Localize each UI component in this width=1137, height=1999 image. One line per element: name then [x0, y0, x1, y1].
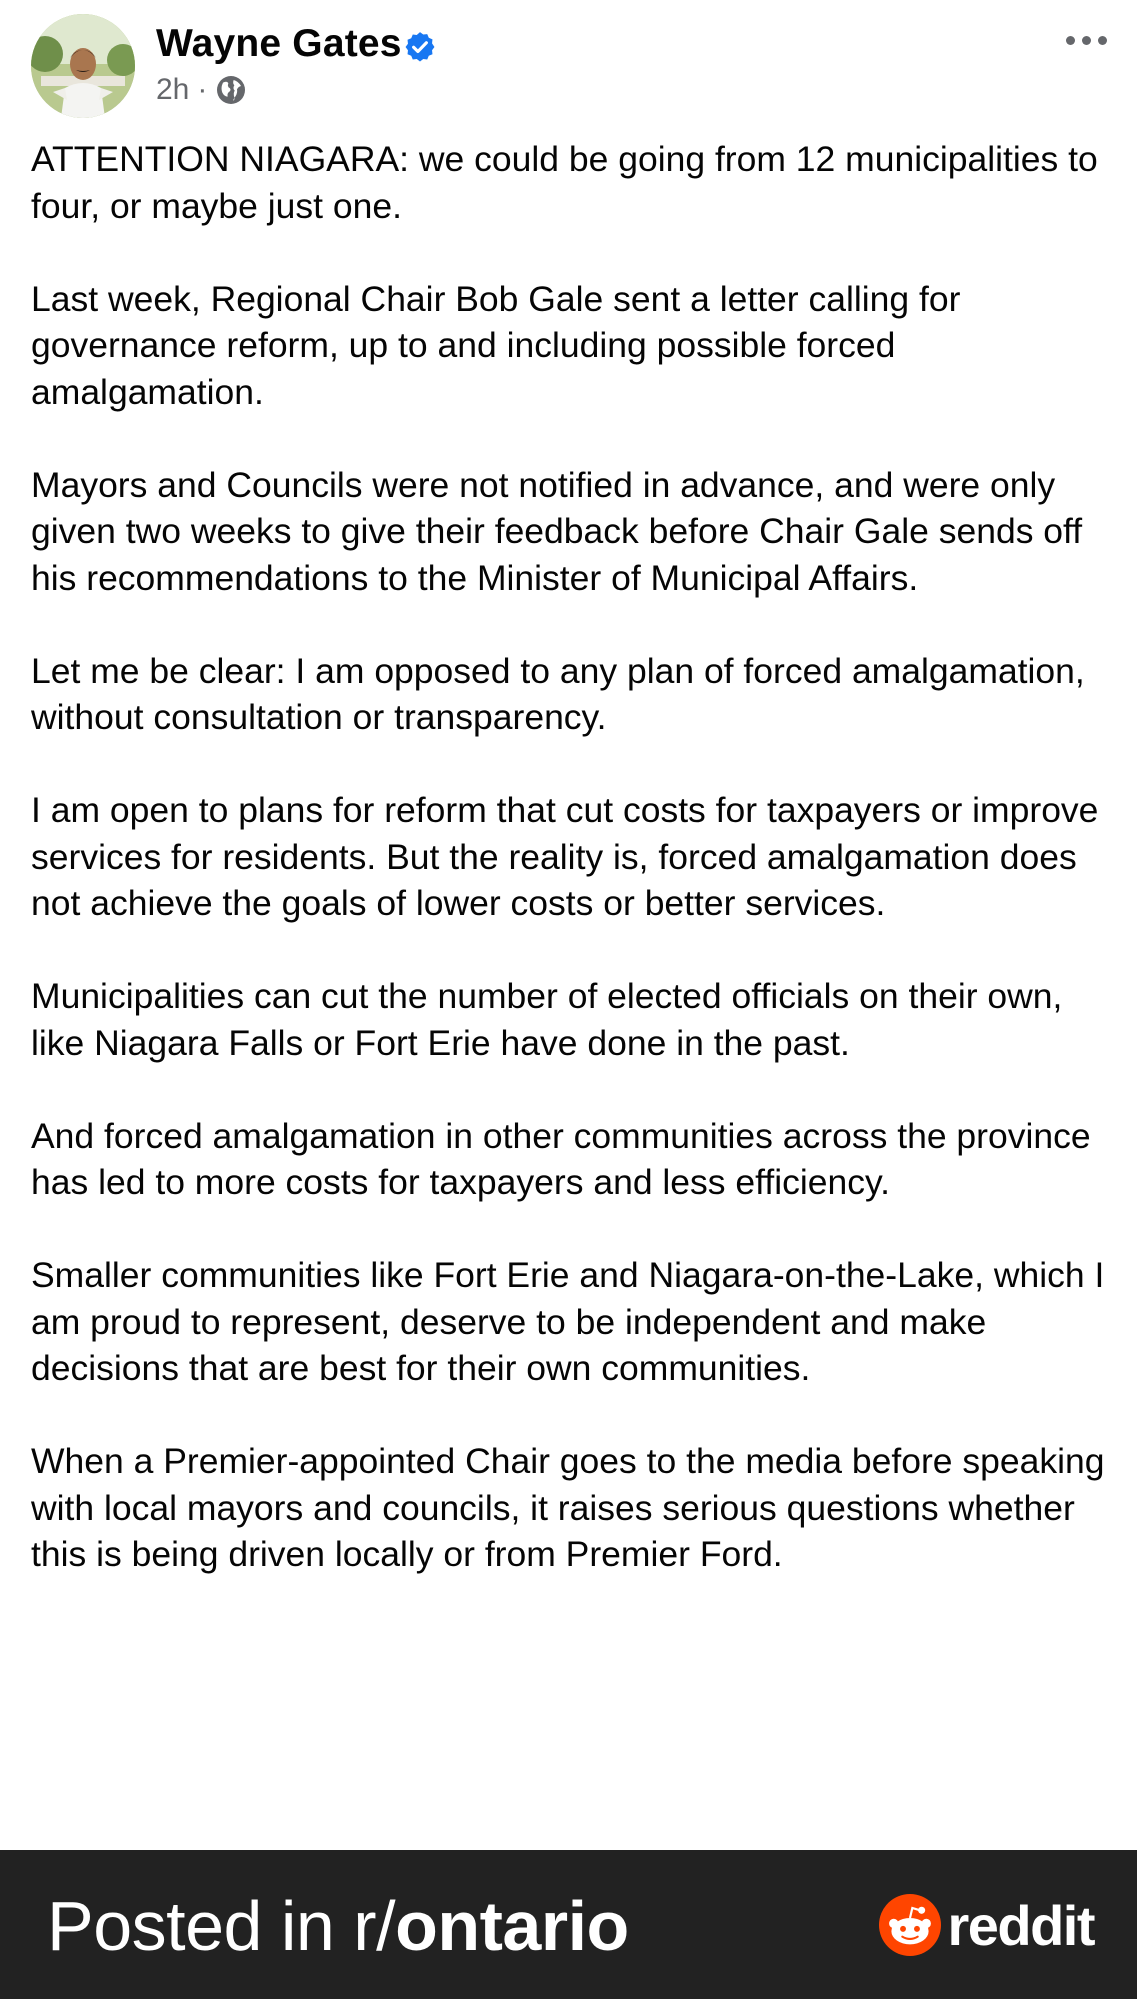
- verified-badge-icon: [403, 30, 437, 64]
- post-meta: [156, 72, 247, 108]
- post-header: [31, 14, 1111, 118]
- author-name[interactable]: Wayne Gates: [156, 22, 402, 65]
- post-paragraph: ATTENTION NIAGARA: we could be going from 12 municipalities to four, or maybe just one.: [31, 139, 1098, 226]
- meta-separator: ·: [197, 73, 208, 106]
- post-paragraph: I am open to plans for reform that cut costs for taxpayers or improve services for residents. But the reality is, forced amalgamation does not achieve the goals of lower costs or better services.: [31, 790, 1099, 923]
- post-body: [31, 136, 1116, 1624]
- post-paragraph: Last week, Regional Chair Bob Gale sent a letter calling for governance reform, up to and including possible forced amalgamation.: [31, 278, 961, 412]
- subreddit-name[interactable]: ontario: [395, 1887, 629, 1965]
- reddit-brand: [879, 1892, 1094, 1958]
- globe-icon[interactable]: [215, 74, 247, 106]
- post-time[interactable]: 2h: [156, 73, 190, 106]
- more-options-icon[interactable]: [1061, 28, 1111, 52]
- reddit-wordmark: reddit: [947, 1893, 1094, 1957]
- post-paragraph: Mayors and Councils were not notified in advance, and were only given two weeks to give their feedback before Chair Gale sends off his recommendations to the Minister of Municipal Affairs.: [31, 464, 1083, 598]
- post-paragraph: Municipalities can cut the number of elected officials on their own, like Niagara Falls or Fort Erie have done in the past.: [31, 976, 1063, 1063]
- posted-in-label: [47, 1886, 629, 1966]
- author-avatar[interactable]: [31, 14, 135, 118]
- avatar-photo: [31, 14, 135, 118]
- post-paragraph: Let me be clear: I am opposed to any plan of forced amalgamation, without consultation or transparency.: [31, 650, 1085, 737]
- posted-in-prefix: Posted in r/: [47, 1887, 396, 1965]
- reddit-logo-icon: [879, 1894, 941, 1956]
- post-paragraph: And forced amalgamation in other communities across the province has led to more costs for taxpayers and less efficiency.: [31, 1115, 1091, 1202]
- reddit-footer-banner: [0, 1850, 1137, 1999]
- post-paragraph: Smaller communities like Fort Erie and Niagara-on-the-Lake, which I am proud to represent, deserve to be independent and make decisions that are best for their own communities.: [31, 1255, 1105, 1388]
- post-paragraph: When a Premier-appointed Chair goes to the media before speaking with local mayors and councils, it raises serious questions whether this is being driven locally or from Premier Ford.: [31, 1441, 1105, 1574]
